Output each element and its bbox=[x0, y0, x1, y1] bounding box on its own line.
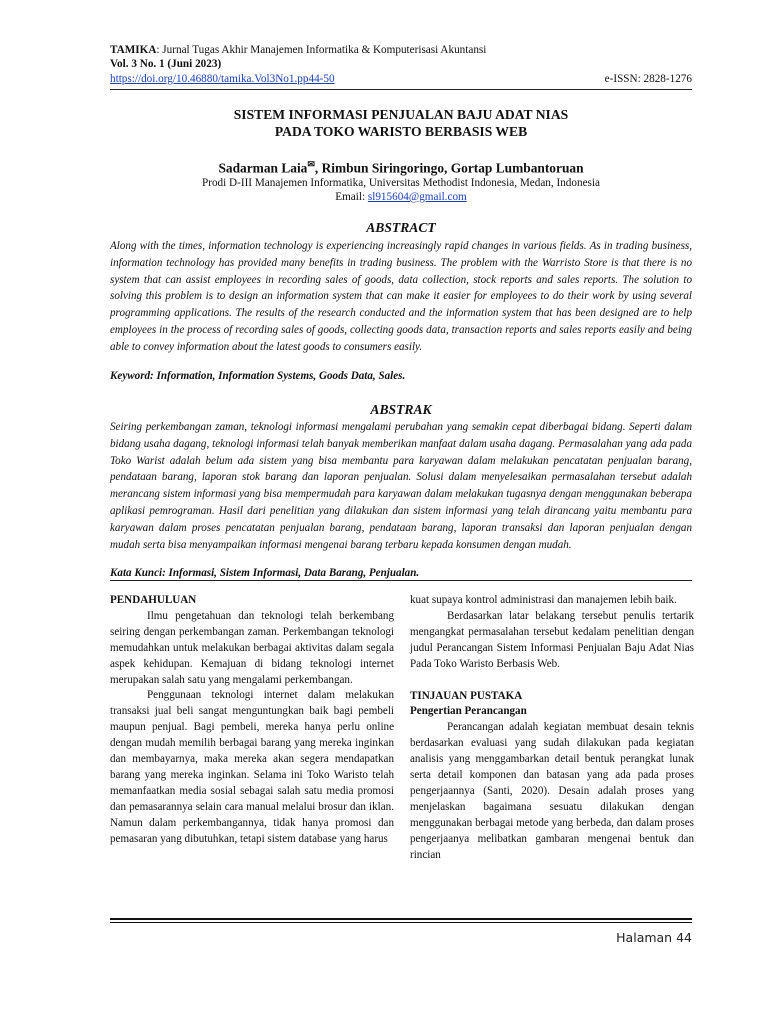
email-label: Email: bbox=[335, 191, 368, 203]
email-link[interactable]: sl915604@gmail.com bbox=[367, 191, 467, 203]
paragraph: Berdasarkan latar belakang tersebut penulis tertarik mengangkat permasalahan tersebut kedalam penelitian dengan judul Perancangan Sistem Informasi Penjualan Baju Adat Nias Pada Toko Waristo Berbasis Web. bbox=[410, 609, 694, 670]
paragraph: kuat supaya kontrol administrasi dan manajemen lebih baik. bbox=[410, 594, 677, 606]
doi-row bbox=[110, 72, 692, 86]
email-line bbox=[110, 190, 692, 204]
header-divider bbox=[110, 89, 692, 90]
page-number: Halaman 44 bbox=[616, 930, 692, 945]
first-author: Sadarman Laia bbox=[218, 160, 308, 176]
body-column-left bbox=[110, 593, 394, 848]
abstract-text: Along with the times, information technology is experiencing increasingly rapid changes in various fields. As in trading business, information technology has provided many benefits in trading business. The problem with the Warristo Store is that there is no system that can assist employees in recording sales of goods, data collection, stock reports and sales reports. The solution to solving this problem is to design an information system that can make it easier for employees to do their work by using several programming applications. The results of the research conducted and the information system that has been designed are to help employees in the process of recording sales of goods, collecting goods data, transaction reports and sales reports easily and being able to convey information about the latest goods to consumers easily. bbox=[110, 240, 692, 353]
title-line-2: PADA TOKO WARISTO BERBASIS WEB bbox=[274, 124, 528, 139]
authors bbox=[110, 156, 692, 176]
body-column-right bbox=[410, 593, 694, 864]
doi-link[interactable]: https://doi.org/10.46880/tamika.Vol3No1.pp44-50 bbox=[110, 73, 335, 85]
spacer bbox=[410, 673, 694, 689]
abstrak-text: Seiring perkembangan zaman, teknologi informasi mengalami perubahan yang semakin cepat diberbagai bidang. Seperti dalam bidang usaha dagang, teknologi informasi telah banyak memberikan manfaat dalam usaha dagang. Permasalahan yang ada pada Toko Warist adalah belum ada sistem yang bisa membantu para karyawan dalam melakukan pencatatan penjualan barang, pendataan barang, laporan stok barang dan laporan penjualan. Solusi dalam menyelesaikan permasalahan tersebut adalah merancang sistem informasi yang bisa mempermudah para karyawan dalam melakukan tugasnya dengan menggunakan beberapa aplikasi pemrograman. Hasil dari penelitian yang dilakukan dan sistem informasi yang telah dirancang yaitu membantu para karyawan dalam proses pencatatan penjualan barang, pendataan barang, laporan transaksi dan laporan penjualan dengan mudah serta bisa menyampaikan informasi mengenai barang terbaru kepada konsumen dengan mudah. bbox=[110, 421, 692, 551]
abstract-heading: ABSTRACT bbox=[366, 220, 436, 235]
footer-rule-thin bbox=[110, 922, 692, 923]
keywords: Keyword: Information, Information Systems, Goods Data, Sales. bbox=[110, 370, 406, 382]
kata-kunci: Kata Kunci: Informasi, Sistem Informasi, Data Barang, Penjualan. bbox=[110, 567, 420, 579]
journal-abbr: TAMIKA bbox=[110, 44, 157, 56]
affiliation: Prodi D-III Manajemen Informatika, Universitas Methodist Indonesia, Medan, Indonesia bbox=[202, 177, 600, 189]
title-line-1: SISTEM INFORMASI PENJUALAN BAJU ADAT NIAS bbox=[233, 107, 569, 122]
paragraph: Penggunaan teknologi internet dalam melakukan transaksi jual beli sangat menguntungkan baik bagi pembeli maupun penjual. Bagi pembeli, mereka hanya perlu online dengan mudah memilih berbagai barang yang mereka inginkan dan membayarnya, maka mereka akan segera mendapatkan barang yang mereka inginkan. Selama ini Toko Waristo telah memanfaatkan media sosial sebagai salah satu media promosi dan pemasarannya selain cara manual melalui brosur dan iklan. Namun dalam perkembangannya, tidak hanya promosi dan pemasaran yang dibutuhkan, tetapi sistem database yang harus bbox=[110, 689, 394, 845]
section-heading-tinjauan-pustaka: TINJAUAN PUSTAKA bbox=[410, 689, 523, 702]
volume-line: Vol. 3 No. 1 (Juni 2023) bbox=[110, 58, 222, 70]
paragraph: Perancangan adalah kegiatan membuat desain teknis berdasarkan evaluasi yang sudah dilakukan pada kegiatan analisis yang menggambarkan detail bentuk perangkat lunak serta detail komponen dan batasan yang ada pada proses pengerjaannya (Santi, 2020). Desain adalah proses yang menjelaskan bagaimana sesuatu dilakukan dengan menggunakan berbagai metode yang berbeda, dan dalam proses pengerjaanya melibatkan gambaran mengenai bentuk dan rincian bbox=[410, 721, 694, 861]
journal-line bbox=[110, 43, 692, 57]
eissn: e-ISSN: 2828-1276 bbox=[604, 73, 692, 85]
journal-name: : Jurnal Tugas Akhir Manajemen Informatika & Komputerisasi Akuntansi bbox=[156, 44, 487, 56]
paragraph: Ilmu pengetahuan dan teknologi telah berkembang seiring dengan perkembangan zaman. Perkembangan teknologi memudahkan untuk melakukan berbagai aktivitas dalam segala aspek kehidupan. Kemajuan di bidang teknologi internet merupakan salah satu yang mengalami perkembangan. bbox=[110, 609, 394, 686]
mail-icon: ✉ bbox=[307, 159, 315, 169]
abstrak-heading: ABSTRAK bbox=[370, 402, 432, 417]
co-authors: , Rimbun Siringoringo, Gortap Lumbantoruan bbox=[314, 160, 584, 176]
subsection-heading: Pengertian Perancangan bbox=[410, 705, 527, 718]
section-heading-pendahuluan: PENDAHULUAN bbox=[110, 594, 197, 606]
abstract-divider bbox=[110, 580, 692, 581]
paper-title bbox=[110, 106, 692, 140]
footer-rule-thick bbox=[110, 918, 692, 920]
